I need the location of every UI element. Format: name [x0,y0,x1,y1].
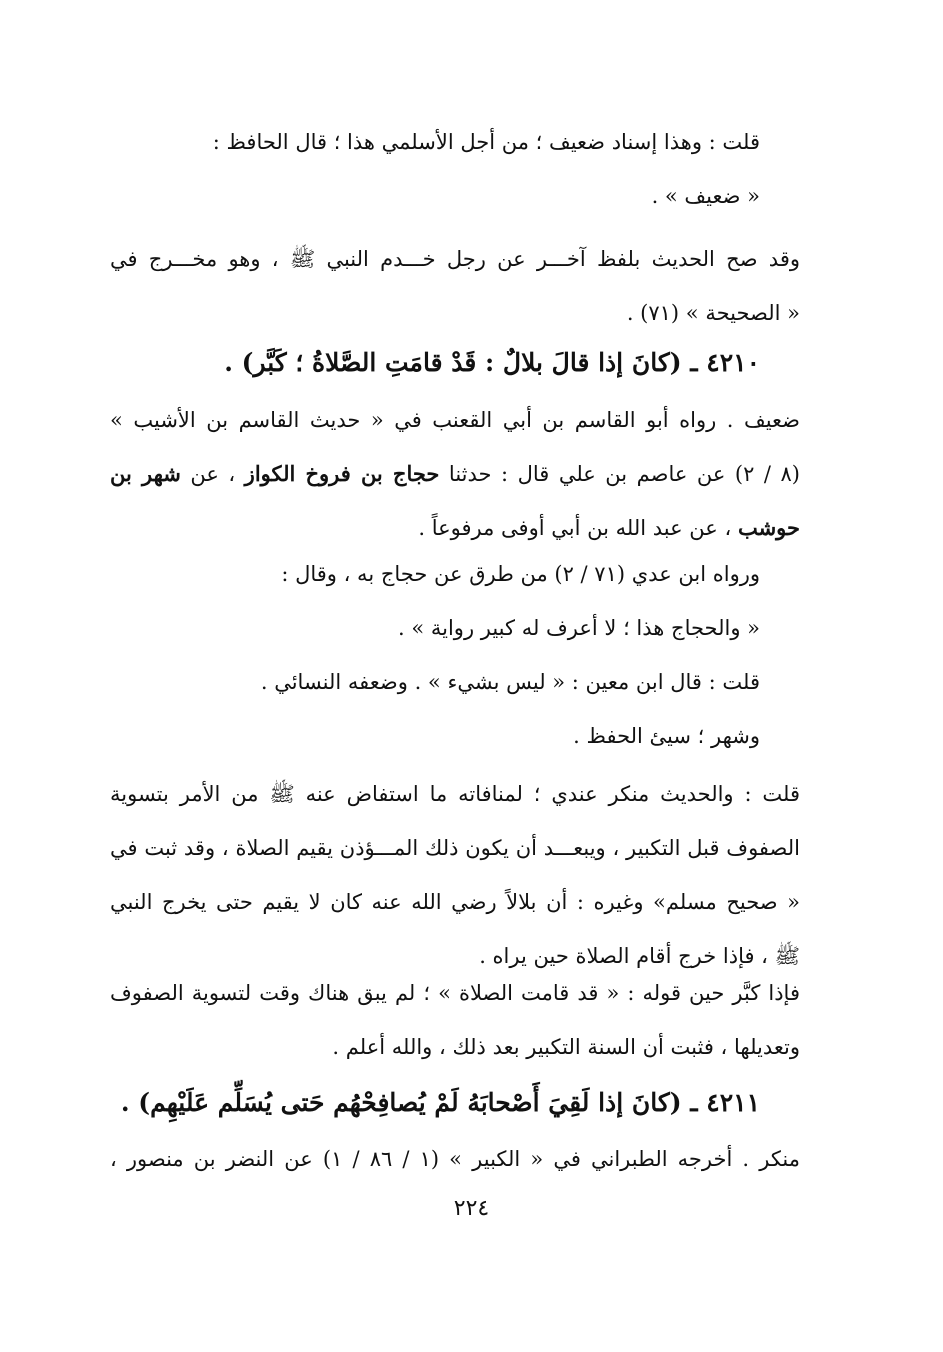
text-line: منكر . أخرجه الطبراني في « الكبير » (١ / ٨٦ / ١) عن النضر بن منصور ، [110,1147,800,1171]
narrator-name: شهر بن [110,461,181,486]
text-segment: ، عن [180,462,245,486]
text-line: الصفوف قبل التكبير ، ويبعـــد أن يكون ذلك المـــؤذن يقيم الصلاة ، وقد ثبت في [110,836,800,860]
narrator-name: حوشب [737,515,800,540]
heading-line: ٤٢١٠ ـ (كانَ إذا قالَ بلالٌ : قَدْ قامَتِ الصَّلاةُ ؛ كَبَّر) . [224,348,760,377]
paragraph-authentic-wording [110,232,800,340]
text-line: « صحيح مسلم» وغيره : أن بلالاً رضي الله عنه كان لا يقيم حتى يخرج النبي [110,890,800,914]
paragraph-munkar-reason [110,767,800,983]
hadith-heading-4210 [110,336,760,390]
text-line: وشهر ؛ سيئ الحفظ . [573,724,760,748]
text-line: « ضعيف » . [651,184,760,208]
hadith-heading-4211 [110,1076,760,1130]
text-line: ورواه ابن عدي (٧١ / ٢) من طرق عن حجاج به ، وقال : [281,562,760,586]
page-number: ٢٢٤ [453,1196,490,1221]
paragraph-weak-chain [110,115,760,223]
text-line: قلت : وهذا إسناد ضعيف ؛ من أجل الأسلمي هذا ؛ قال الحافظ : [212,130,760,154]
text-line: « الصحيحة » (٧١) . [626,301,800,325]
text-line: قلت : قال ابن معين : « ليس بشيء » . وضعفه النسائي . [260,670,760,694]
text-line: قلت : والحديث منكر عندي ؛ لمنافاته ما استفاض عنه ﷺ من الأمر بتسوية [110,782,800,806]
text-line: ﷺ ، فإذا خرج أقام الصلاة حين يراه . [479,944,800,968]
text-line [110,447,800,501]
text-line: وقد صح الحديث بلفظ آخـــر عن رجل خـــدم النبي ﷺ ، وهو مخـــرج في [110,247,800,271]
text-line: وتعديلها ، فثبت أن السنة التكبير بعد ذلك ، والله أعلم . [332,1035,800,1059]
paragraph-narration-chain [110,393,800,555]
heading-line: ٤٢١١ ـ (كانَ إذا لَقِيَ أَصْحابَهُ لَمْ يُصافِحْهُم حَتى يُسَلِّم عَلَيْهِم) . [120,1088,760,1117]
narrator-name: حجاج بن فروخ الكواز [244,461,440,486]
text-line: ضعيف . رواه أبو القاسم بن أبي القعنب في « حديث القاسم بن الأشيب » [110,408,800,432]
text-line: « والحجاج هذا ؛ لا أعرف له كبير رواية » . [397,616,760,640]
paragraph-tabarani [110,1132,800,1186]
paragraph-ibn-adi [110,547,760,763]
text-segment: (٨ / ٢) عن عاصم بن علي قال : حدثنا [439,462,800,486]
paragraph-conclusion [110,966,800,1074]
text-segment: ، عن عبد الله بن أبي أوفى مرفوعاً . [418,516,738,540]
text-line: فإذا كبَّر حين قوله : « قد قامت الصلاة » ؛ لم يبق هناك وقت لتسوية الصفوف [110,981,800,1005]
